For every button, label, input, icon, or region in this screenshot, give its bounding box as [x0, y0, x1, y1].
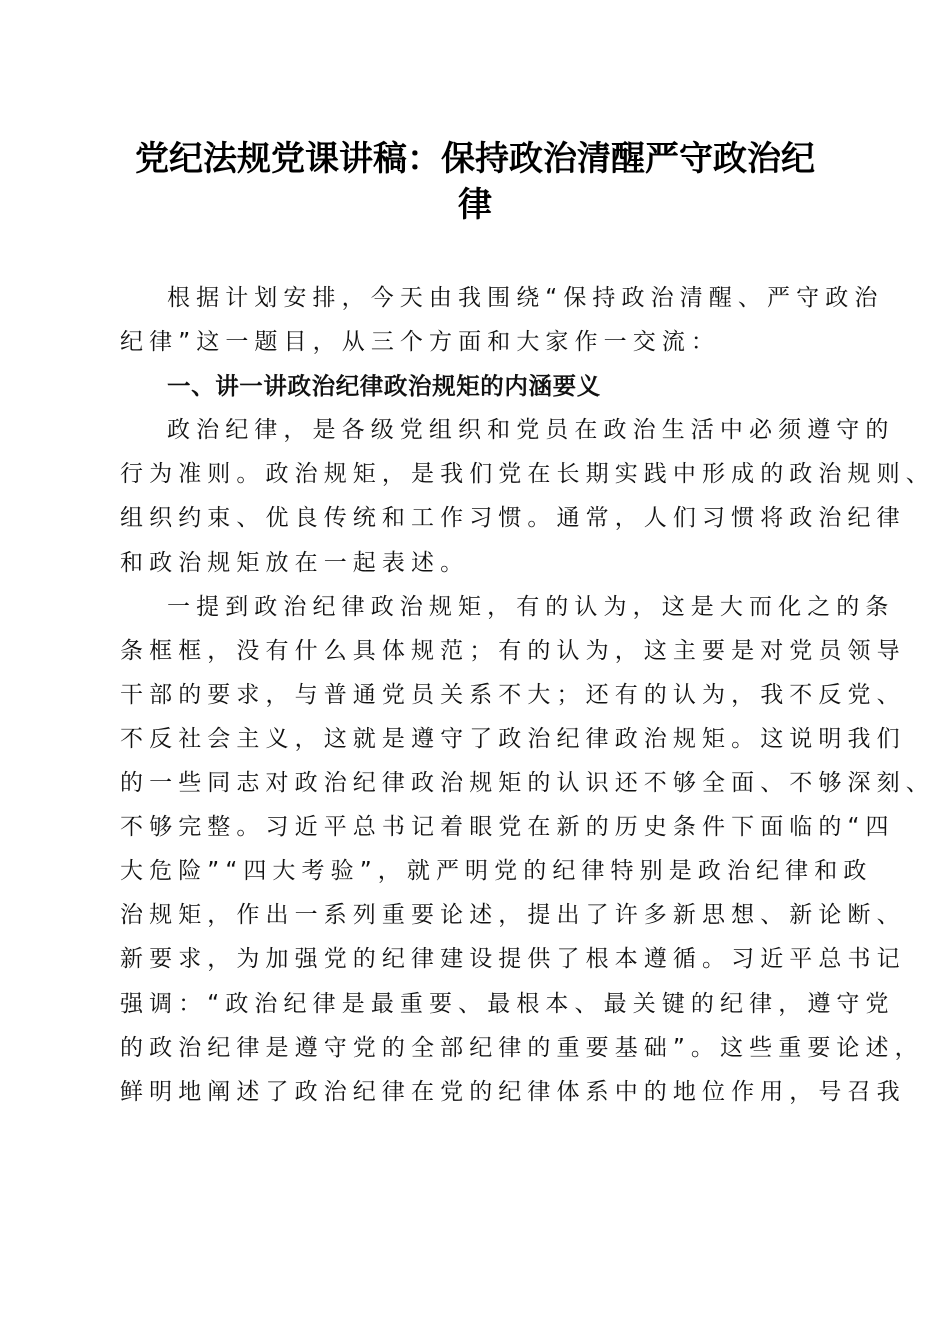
- text-line: 纪律”这一题目，从三个方面和大家作一交流：: [120, 329, 721, 356]
- text-line: 根据计划安排，今天由我围绕“保持政治清醒、严守政治: [167, 285, 884, 311]
- paragraph-definition: [120, 408, 935, 584]
- text-line: 不反社会主义，这就是遵守了政治纪律政治规矩。这说明我们: [120, 725, 906, 752]
- text-line: 一提到政治纪律政治规矩，有的认为，这是大而化之的条: [167, 593, 895, 620]
- paragraph-misconceptions: [120, 585, 935, 1114]
- paragraph-intro: [120, 276, 884, 364]
- text-line: 不够完整。习近平总书记着眼党在新的历史条件下面临的“四: [120, 814, 895, 841]
- text-line: 干部的要求，与普通党员关系不大；还有的认为，我不反党、: [120, 681, 906, 708]
- text-line: 大危险”“四大考验”，就严明党的纪律特别是政治纪律和政: [120, 858, 873, 885]
- text-line: 条框框，没有什么具体规范；有的认为，这主要是对党员领导: [120, 637, 906, 664]
- text-line: 的政治纪律是遵守党的全部纪律的重要基础”。这些重要论述，: [120, 1034, 924, 1061]
- text-line: 强调：“政治纪律是最重要、最根本、最关键的纪律，遵守党: [120, 990, 895, 1017]
- text-line: 组织约束、优良传统和工作习惯。通常，人们习惯将政治纪律: [120, 505, 906, 532]
- text-line: 和政治规矩放在一起表述。: [120, 549, 470, 576]
- title-line-1: 党纪法规党课讲稿：保持政治清醒严守政治纪: [135, 139, 815, 179]
- title-line-2: 律: [458, 185, 492, 225]
- section-heading-1: [120, 364, 832, 408]
- document-title: [100, 136, 850, 228]
- text-line: 政治纪律，是各级党组织和党员在政治生活中必须遵守的: [167, 417, 895, 444]
- text-line: 的一些同志对政治纪律政治规矩的认识还不够全面、不够深刻、: [120, 770, 935, 797]
- heading-line: 一、讲一讲政治纪律政治规矩的内涵要义: [167, 372, 601, 401]
- document-body: [120, 276, 935, 1114]
- text-line: 新要求，为加强党的纪律建设提供了根本遵循。习近平总书记: [120, 946, 906, 973]
- text-line: 行为准则。政治规矩，是我们党在长期实践中形成的政治规则、: [120, 461, 935, 488]
- text-line: 鲜明地阐述了政治纪律在党的纪律体系中的地位作用，号召我: [120, 1078, 906, 1105]
- text-line: 治规矩，作出一系列重要论述，提出了许多新思想、新论断、: [120, 902, 906, 929]
